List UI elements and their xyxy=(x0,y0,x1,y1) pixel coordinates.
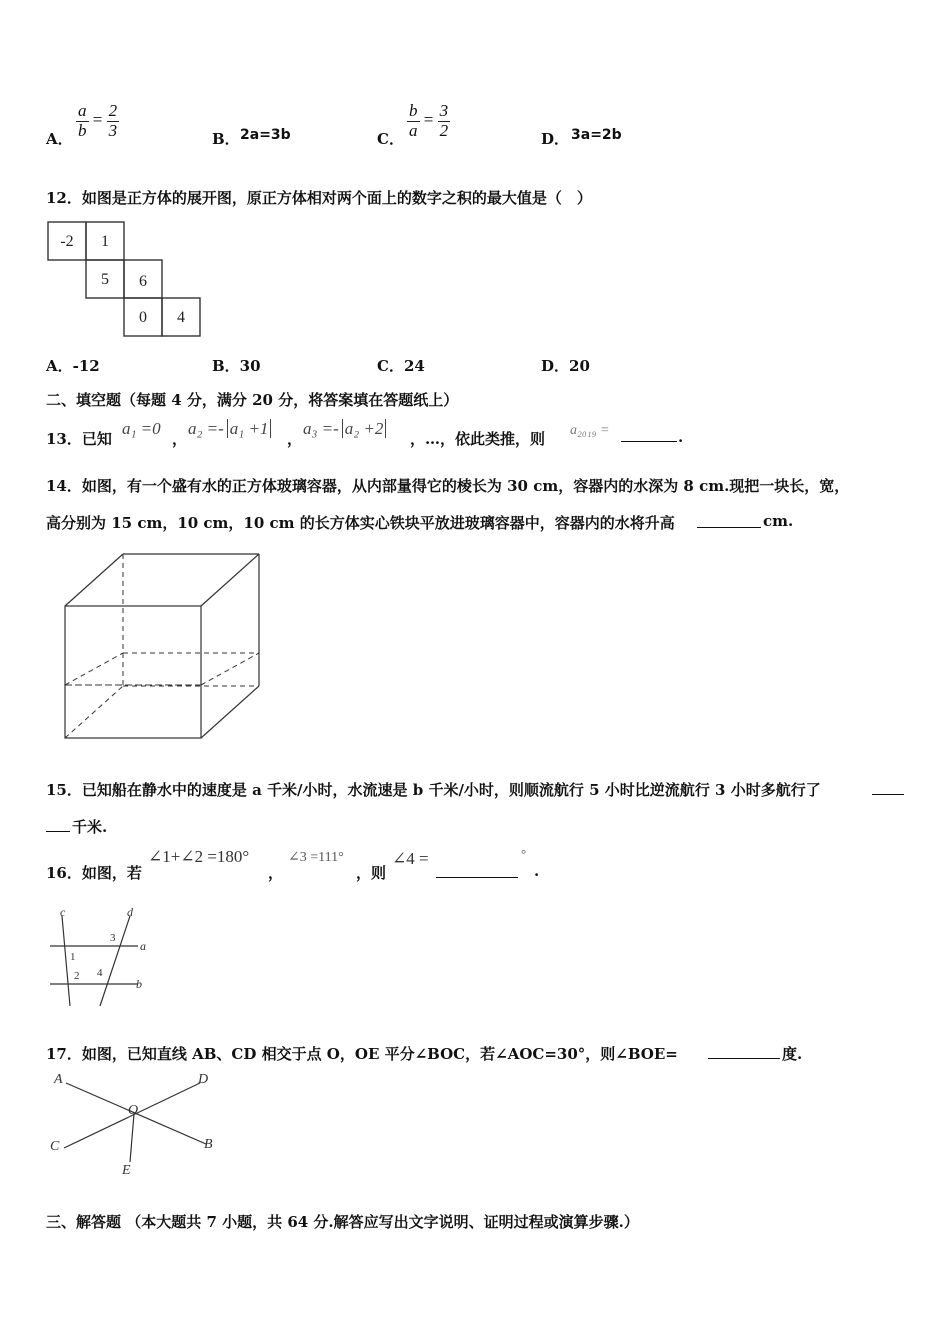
angle-1-label: 1 xyxy=(70,951,76,963)
q12-option-d: D．20 xyxy=(541,357,590,375)
q13-etc: ，…，依此类推，则 xyxy=(410,430,546,448)
q12-stem: 12．如图是正方体的展开图，原正方体相对两个面上的数字之积的最大值是（ ） xyxy=(46,189,592,207)
q16-degree: ° xyxy=(521,846,527,861)
q12-option-a: A．-12 xyxy=(46,357,100,375)
exam-page: A． $\frac{a}{b}$ = $\frac{2}{3}$ B． 2a=3b C． $\frac{b}{a}$ = $\frac{3}{2}$ D． 3a=2b 12．如图是正方体的展开图，原正方体相对两个面上的数字之积的最大值是（ ） -2 1 5 6 0 4 A．-12 B．30 C．24 D．20 二、填空题（每题 4 分，满分 20 分，将答案填在答题纸上） 13．已知 a₁ =0 ， a₂ =- a₁ +1 ， a₃ =- a₂ +2 ，…，依此类推，则 a₂₀₁₉ = . 14．如图，有一个盛有水的正方体玻璃容器，从内部量得它的棱长为 30 cm，容器内的水深为 8 cm.现把一块长，宽， 高分别为 15 cm，10 cm，10 cm 的长方体实心铁块平放进玻璃容器中，容器内的水将升高 cm. 15．已知船在静水中的速度是 a 千米/小时，水流速是 b 千米/小时，则顺流航行 5 小时比逆流航行 3 小时多航行了 千米. 16．如图，若 ∠1+∠2 =180° ， ∠3 =111° ，则 ∠4 = ° . c d a b 1 2 3 4 17．如图，已知直线 AB、CD 相交于点 O，OE 平分∠BOC，若∠AOC=30°，则∠BOE= 度. A D O C B E 三、解答题 （本大题共 7 小题，共 64 分.解答应写出文字说明、证明过程或演算步骤.） xyxy=(0,0,950,1344)
angle-2-label: 2 xyxy=(74,970,80,982)
q11-option-b: 2a=3b xyxy=(240,127,291,143)
section-3-heading: 三、解答题 （本大题共 7 小题，共 64 分.解答应写出文字说明、证明过程或演算步骤.） xyxy=(46,1213,639,1231)
q14-line2: 高分别为 15 cm，10 cm，10 cm 的长方体实心铁块平放进玻璃容器中，容器内的水将升高 xyxy=(46,514,675,532)
point-a-label: A xyxy=(54,1072,63,1087)
line-c-label: c xyxy=(60,905,66,919)
q16-cond1: ∠1+∠2 =180° xyxy=(148,847,250,866)
net-cell-0: 0 xyxy=(139,309,147,326)
cube-net-figure xyxy=(46,220,206,338)
line-b-label: b xyxy=(136,977,142,991)
q12-option-c: C．24 xyxy=(377,357,425,375)
q13-target: a₂₀₁₉ = xyxy=(570,423,610,438)
net-cell-1: 1 xyxy=(101,233,109,250)
net-cell-4: 4 xyxy=(177,309,185,326)
q16-cond2: ∠3 =111° xyxy=(288,850,344,865)
net-cell-5: 5 xyxy=(101,271,109,288)
point-c-label: C xyxy=(50,1139,60,1154)
q11-option-a-label: A． xyxy=(46,130,73,148)
q15-answer-blank-part2[interactable] xyxy=(46,831,70,832)
q11-option-d-label: D． xyxy=(541,130,570,148)
net-cell-minus2: -2 xyxy=(60,233,74,250)
point-b-label: B xyxy=(204,1137,213,1152)
line-a-label: a xyxy=(140,939,146,953)
q16-mid: ，则 xyxy=(356,864,387,882)
point-d-label: D xyxy=(198,1072,209,1087)
intersecting-lines-figure xyxy=(46,1068,226,1180)
q13-prefix: 13．已知 xyxy=(46,430,112,448)
angle-4-label: 4 xyxy=(97,967,103,979)
q13-a1: a₁ =0 xyxy=(122,419,161,438)
q11-option-c-label: C． xyxy=(377,130,404,148)
line-d-label: d xyxy=(127,905,133,919)
q14-answer-blank[interactable] xyxy=(697,527,761,528)
section-2-heading: 二、填空题（每题 4 分，满分 20 分，将答案填在答题纸上） xyxy=(46,391,459,409)
point-o-label: O xyxy=(128,1103,139,1118)
q11-option-b-label: B． xyxy=(212,130,240,148)
q16-end: . xyxy=(534,862,540,880)
q16-prefix: 16．如图，若 xyxy=(46,864,142,882)
q17-unit: 度. xyxy=(782,1045,803,1063)
q11-option-c: $\frac{b}{a}$ = $\frac{3}{2}$ xyxy=(409,101,449,140)
q14-line1: 14．如图，有一个盛有水的正方体玻璃容器，从内部量得它的棱长为 30 cm，容器内的水深为 8 cm.现把一块长，宽， xyxy=(46,477,850,495)
q12-option-b: B．30 xyxy=(212,357,261,375)
q13-answer-blank[interactable] xyxy=(621,441,677,442)
q13-end: . xyxy=(678,428,684,446)
q17-answer-blank[interactable] xyxy=(708,1058,780,1059)
net-cell-6: 6 xyxy=(139,273,147,290)
q16-ask: ∠4 = xyxy=(392,849,429,868)
q15-answer-blank-part1[interactable] xyxy=(872,794,904,795)
q17-stem: 17．如图，已知直线 AB、CD 相交于点 O，OE 平分∠BOC，若∠AOC=30°，则∠BOE= xyxy=(46,1045,678,1063)
q16-answer-blank[interactable] xyxy=(436,877,518,878)
q13-a2: a₂ =- a₁ +1 xyxy=(188,419,271,439)
q11-option-d: 3a=2b xyxy=(571,127,622,143)
parallel-lines-figure xyxy=(46,904,166,1012)
glass-cube-figure xyxy=(60,550,270,742)
q15-line2: 千米. xyxy=(72,818,108,836)
point-e-label: E xyxy=(122,1163,131,1178)
q11-option-a: $\frac{a}{b}$ = $\frac{2}{3}$ xyxy=(78,101,118,140)
q14-unit: cm. xyxy=(763,512,794,530)
q15-line1: 15．已知船在静水中的速度是 a 千米/小时，水流速是 b 千米/小时，则顺流航行 5 小时比逆流航行 3 小时多航行了 xyxy=(46,781,821,799)
q13-a3: a₃ =- a₂ +2 xyxy=(303,419,386,439)
angle-3-label: 3 xyxy=(110,932,116,944)
